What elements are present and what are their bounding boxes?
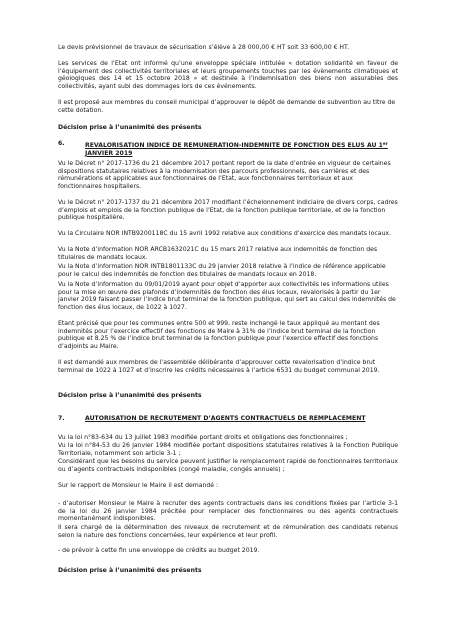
paragraph-loi-1983: Vu la loi n°83-634 du 13 juillet 1983 modifiée portant droits et obligations des fonctionnaires ; [58,434,348,441]
section-title: REVALORISATION INDICE DE REMUNERATION-INDEMNITE DE FONCTION DES ELUS AU 1er JANVIER 2019 [85,141,388,157]
paragraph-etant-precise: Etant précisé que pour les communes entre 500 et 999, reste inchangé le taux appliqué au montant des indemnités pour l’exercice effectif des fonctions de Maire à 31% de l’indice brut terminal de la fonction publique et 8.25 % de l’indice brut terminal de la fonction publique pour l’exercice effectif des fonctions d’adjoints au Maire. [58,320,380,351]
paragraph-decret-2017-1737: Vu le Décret n° 2017-1737 du 21 décembre 2017 modifiant l’échelonnement indiciaire de divers corps, cadres d’emplois et emplois de la fonction publique de l’Etat, de la fonction publique territoriale, et de la fonction publique hospitalière. [58,199,398,222]
paragraph-circulaire: Vu la Circulaire NOR INTB9200118C du 15 avril 1992 relative aux conditions d’exercice des mandats locaux. [58,230,391,237]
section-title: AUTORISATION DE RECRUTEMENT D’AGENTS CONTRACTUELS DE REMPLACEMENT [85,415,366,422]
paragraph-considerant: Considérant que les besoins du service peuvent justifier le remplacement rapide de fonctionnaires territoriaux ou d’agents contractuels indisponibles (congé maladie, congés annuels) ; [58,458,398,473]
paragraph-prevoir: - de prévoir à cette fin une enveloppe de crédits au budget 2019. [58,547,260,554]
paragraph-devis: Le devis prévisionnel de travaux de sécurisation s’élève à 28 000,00 € HT soit 33 600,00 € HT. [58,44,350,51]
paragraph-services-etat: Les services de l’Etat ont informé qu’une enveloppe spéciale intitulée « dotation solidarité en faveur de l’équipement des collectivités territoriales et leurs groupements touches par les évènements climatiques et géologiques des 14 et 15 octobre 2018 » et destinée à l’indemnisation des biens non assurables des collectivités, ayant subi des dommages lors de ces événements. [58,60,398,91]
section-heading-7 [58,415,403,423]
paragraph-note-2018: Vu la Note d’information NOR INTB1801133C du 29 janvier 2018 relative à l’indice de référence applicable pour le calcul des indemnités de fonction des titulaires de mandats locaux en 2018. [58,263,386,278]
decision-statement: Décision prise à l’unanimité des présents [58,567,202,574]
paragraph-rapport-maire: Sur le rapport de Monsieur le Maire il est demandé : [58,482,219,489]
paragraph-decret-2017-1736: Vu le Décret n° 2017-1736 du 21 décembre 2017 portant report de la date d’entrée en vigueur de certaines dispositions statutaires relatives à la modernisation des parcours professionnels, des carrières et des rémunérations et applicables aux fonctionnaires de l’Etat, aux fonctionnaires territoriaux et aux fonctionnaires hospitaliers. [58,160,391,191]
paragraph-loi-1984: Vu la loi n°84-53 du 26 janvier 1984 modifiée portant dispositions statutaires relatives à la Fonction Publique Territoriale, notamment son article 3-1 ; [58,442,398,457]
section-heading-6 [58,140,403,156]
paragraph-note-2017: Vu la Note d’information NOR ARCB1632021C du 15 mars 2017 relative aux indemnités de fonction des titulaires de mandats locaux. [58,246,378,261]
section-number: 6. [58,140,65,147]
paragraph-autoriser-maire: - d’autoriser Monsieur le Maire à recruter des agents contractuels dans les conditions fixées par l’article 3-1 de la loi du 26 janvier 1984 précitée pour remplacer des fonctionnaires ou des agents contractuels momentanément indisponibles. [58,500,398,523]
paragraph-note-2019: Vu la Note d’information du 09/01/2019 ayant pour objet d’apporter aux collectivités les informations utiles pour la mise en œuvre des plafonds d’indemnités de fonction des élus locaux, revalorisés à partir du 1er janvier 2019 faisant passer l’indice brut terminal de la fonction publique, qui sert au calcul des indemnités de fonction des élus locaux, de 1022 à 1027. [58,281,396,312]
paragraph-propose-subvention: Il est proposé aux membres du conseil municipal d’approuver le dépôt de demande de subvention au titre de cette dotation. [58,99,396,114]
decision-statement: Décision prise à l’unanimité des présents [58,124,202,131]
decision-statement: Décision prise à l’unanimité des présents [58,392,202,399]
paragraph-demande-revalorisation: Il est demandé aux membres de l’assemblée délibérante d’approuver cette revalorisation d’indice brut terminal de 1022 à 1027 et d’inscrire les crédits nécessaires à l’article 6531 du budget communal 2019. [58,359,380,374]
section-number: 7. [58,415,65,422]
paragraph-charge: Il sera chargé de la détermination des niveaux de recrutement et de rémunération des candidats retenus selon la nature des fonctions concernées, leur expérience et leur profil. [58,524,398,539]
